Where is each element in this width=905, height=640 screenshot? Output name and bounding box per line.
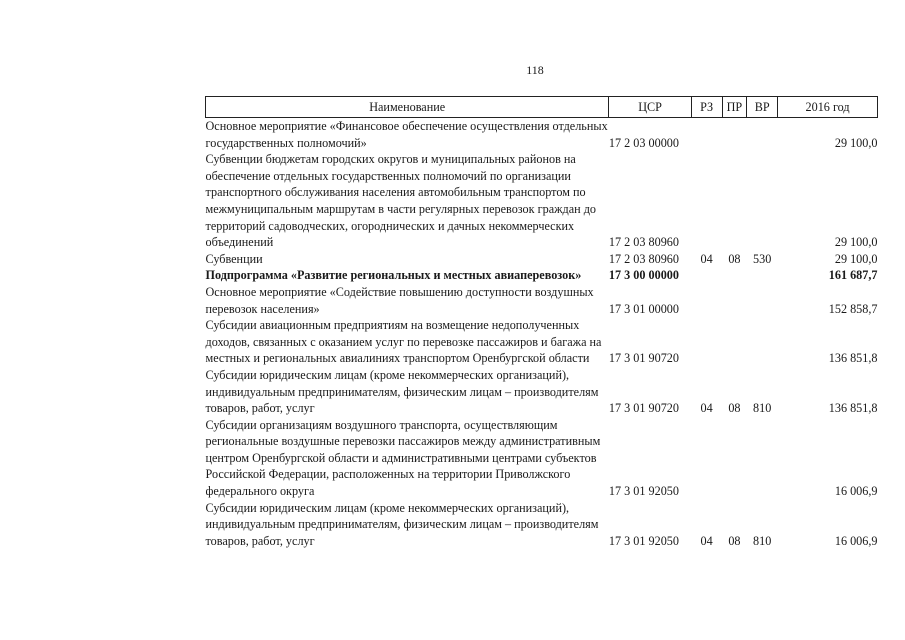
header-name: Наименование: [206, 97, 609, 118]
row-vr: [747, 317, 778, 367]
row-name: Субсидии юридическим лицам (кроме некоммерческих организаций), индивидуальным предпринимателям, физическим лицам – производителям товаров, работ, услуг: [205, 500, 599, 548]
row-pr: [722, 417, 747, 500]
row-rz: 04: [700, 533, 713, 548]
header-year: 2016 год: [778, 97, 878, 118]
row-pr: 08: [728, 251, 741, 266]
row-csr: 17 3 01 92050: [608, 533, 679, 548]
row-pr: [722, 118, 747, 152]
row-rz: [691, 317, 722, 367]
table-row: [206, 251, 878, 268]
row-vr: [747, 417, 778, 500]
row-name: Субвенции: [205, 251, 263, 266]
table-header-row: [206, 97, 878, 118]
row-pr: [722, 317, 747, 367]
row-csr: 17 3 01 90720: [608, 401, 679, 416]
row-rz: [691, 417, 722, 500]
row-name: Субсидии авиационным предприятиям на возмещение недополученных доходов, связанных с оказанием услуг по перевозке пассажиров и багажа на местных и региональных авиалиниях транспортом Оренбургской области: [205, 318, 602, 366]
row-rz: [691, 151, 722, 251]
table-row: [206, 118, 878, 152]
page-number: 118: [526, 63, 544, 77]
table-row: [206, 417, 878, 500]
table-row: [206, 267, 878, 284]
row-vr: 810: [753, 533, 772, 548]
header-csr: ЦСР: [609, 97, 691, 118]
table-row: [206, 317, 878, 367]
row-csr: 17 2 03 80960: [608, 235, 679, 250]
row-rz: 04: [700, 401, 713, 416]
row-vr: [747, 151, 778, 251]
row-vr: [747, 118, 778, 152]
header-rz: РЗ: [691, 97, 722, 118]
row-pr: [722, 151, 747, 251]
row-csr: 17 3 00 00000: [608, 268, 679, 283]
row-pr: [722, 284, 747, 317]
table-row: [206, 151, 878, 251]
row-amount: 16 006,9: [834, 484, 878, 499]
row-name: Субсидии юридическим лицам (кроме некоммерческих организаций), индивидуальным предпринимателям, физическим лицам – производителям товаров, работ, услуг: [205, 367, 599, 416]
row-vr: 810: [753, 401, 772, 416]
row-vr: 530: [753, 251, 772, 266]
row-pr: 08: [728, 401, 741, 416]
row-amount: 136 851,8: [828, 401, 878, 416]
row-csr: 17 2 03 80960: [608, 251, 679, 266]
row-amount: 29 100,0: [834, 251, 878, 266]
row-amount: 161 687,7: [828, 268, 878, 283]
table-row: [206, 500, 878, 550]
row-vr: [747, 267, 778, 284]
row-csr: 17 3 01 00000: [608, 301, 679, 316]
row-rz: [691, 284, 722, 317]
row-amount: 29 100,0: [834, 235, 878, 250]
row-rz: 04: [700, 251, 713, 266]
row-vr: [747, 284, 778, 317]
row-name: Субвенции бюджетам городских округов и муниципальных районов на обеспечение отдельных государственных полномочий по организации транспортного обслуживания населения автомобильным транспортом по межмуниципальным маршрутам в части регулярных перевозок граждан до территорий садоводческих, огороднических и дачных некоммерческих объединений: [205, 152, 597, 250]
row-amount: 136 851,8: [828, 351, 878, 366]
row-csr: 17 2 03 00000: [608, 135, 679, 150]
row-csr: 17 3 01 90720: [608, 351, 679, 366]
row-rz: [691, 267, 722, 284]
row-amount: 16 006,9: [834, 533, 878, 548]
row-name: Субсидии организациям воздушного транспорта, осуществляющим региональные воздушные перевозки пассажиров между административным центром Оренбургской области и административными центрами субъектов Российской Федерации, расположенных на территории Приволжского федерального округа: [205, 417, 601, 499]
table-body: [206, 118, 878, 550]
row-pr: [722, 267, 747, 284]
row-csr: 17 3 01 92050: [608, 484, 679, 499]
row-name: Основное мероприятие «Содействие повышению доступности воздушных перевозок населения»: [205, 284, 594, 316]
row-pr: 08: [728, 533, 741, 548]
table-row: [206, 284, 878, 317]
budget-table: [205, 96, 878, 549]
header-vr: ВР: [747, 97, 778, 118]
header-pr: ПР: [722, 97, 747, 118]
row-amount: 152 858,7: [828, 301, 878, 316]
row-amount: 29 100,0: [834, 135, 878, 150]
row-rz: [691, 118, 722, 152]
table-row: [206, 367, 878, 417]
row-name: Подпрограмма «Развитие региональных и местных авиаперевозок»: [205, 268, 582, 283]
row-name: Основное мероприятие «Финансовое обеспечение осуществления отдельных государственных полномочий»: [205, 119, 608, 150]
